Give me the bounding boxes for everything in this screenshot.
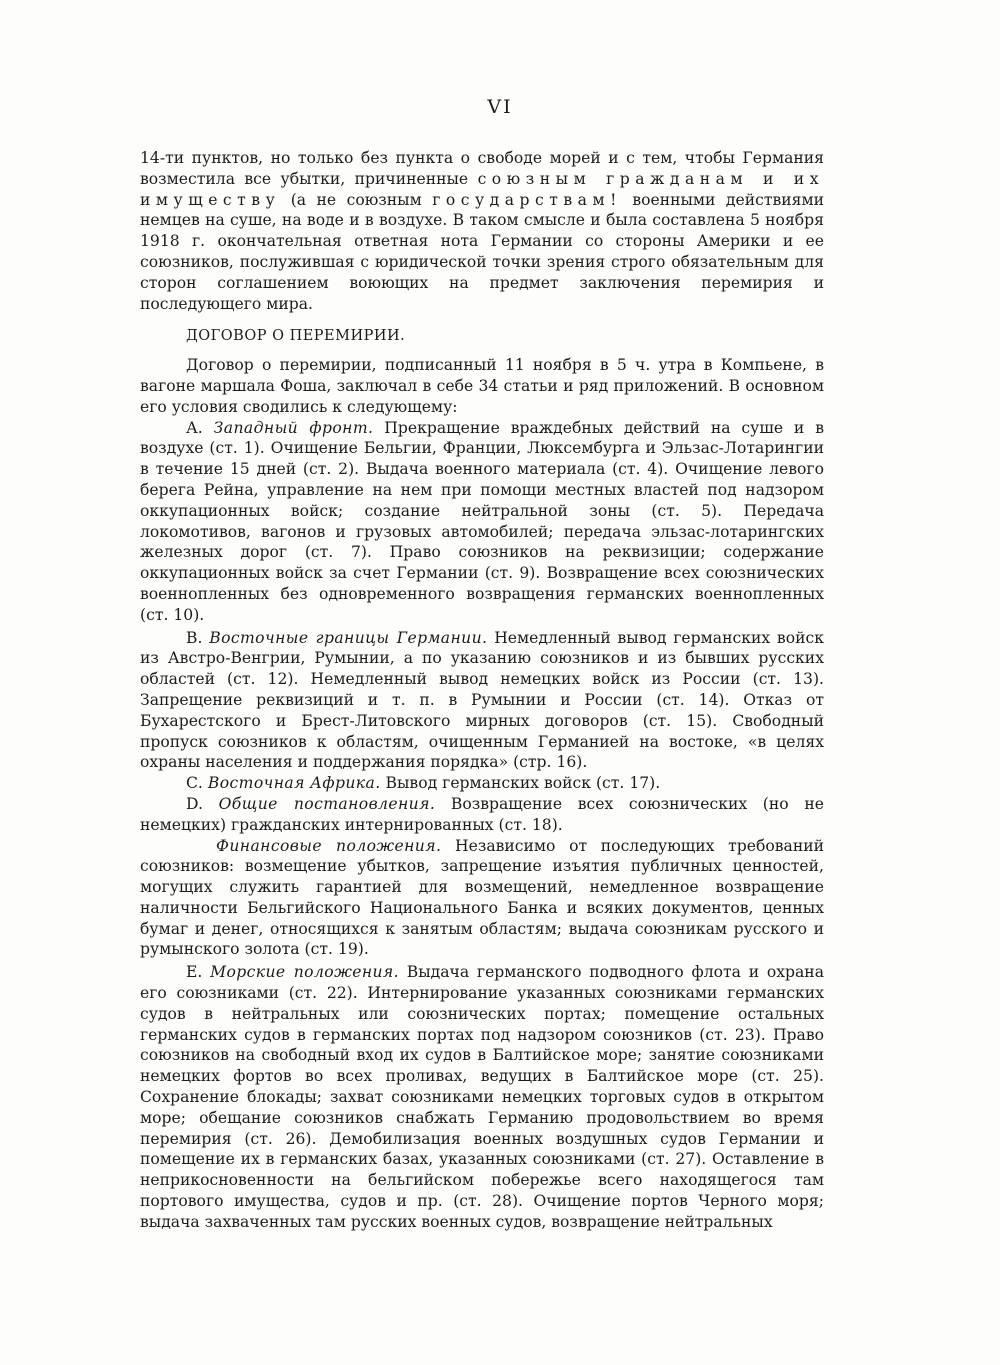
- section-d: [140, 794, 824, 836]
- section-a-text: Прекращение враждебных действий на суше и в воздухе (ст. 1). Очищение Бельгии, Франции, Люксембурга и Эльзас-Лотарингии в течение 15 дней (ст. 2). Выдача военного материала (ст. 4). Очищение левого берега Рейна, управление на нем при помощи местных властей под надзором оккупационных войск; создание нейтральной зоны (ст. 5). Передача локомотивов, вагонов и грузовых автомобилей; передача эльзас-лотарингских железных дорог (ст. 7). Право союзников на реквизиции; содержание оккупационных войск за счет Германии (ст. 9). Возвращение всех союзнических военнопленных без одновременного возвращения германских военнопленных (ст. 10).: [140, 418, 824, 624]
- section-e-text: Выдача германского подводного флота и охрана его союзниками (ст. 22). Интернирование указанных союзниками германских судов в нейтральных или союзнических портах; помещение остальных германских судов в германских портах под надзором союзников (ст. 23). Право союзников на свободный вход их судов в Балтийское море; занятие союзниками немецких фортов во всех проливах, ведущих в Балтийское море (ст. 25). Сохранение блокады; захват союзниками немецких торговых судов в открытом море; обещание союзников снабжать Германию продовольствием во время перемирия (ст. 26). Демобилизация военных воздушных судов Германии и помещение их в германских базах, указанных союзниками (ст. 27). Оставление в неприкосновенности на бельгийском побережье всего находящегося там портового имущества, судов и пр. (ст. 28). Очищение портов Черного моря; выдача захваченных там русских военных судов, возвращение нейтральных: [140, 963, 825, 1231]
- intro-emphasis-1: союзным гражданам и их имуществу: [140, 169, 824, 209]
- section-financial-text: Независимо от последующих требований союзников: возмещение убытков, запрещение изъятия публичных ценностей, могущих служить гарантией для возмещений, немедленное возвращение наличности Бельгийского Национального Банка и всяких документов, ценных бумаг и денег, относящихся к занятым областям; выдача союзникам русского и румынского золота (ст. 19).: [140, 836, 825, 959]
- intro-text-1: 14-ти пунктов, но только без пункта о свободе морей и с тем, чтобы Германия возместила все убытки, причиненные: [140, 149, 824, 188]
- section-c-letter: С.: [186, 774, 203, 793]
- section-e-letter: Е.: [186, 963, 203, 982]
- lead-paragraph: Договор о перемирии, подписанный 11 ноября в 5 ч. утра в Компьене, в вагоне маршала Фоша, заключал в себе 34 статьи и ряд приложений. В основном его условия сводились к следующему:: [140, 356, 824, 416]
- section-financial-title: Финансовые положения.: [216, 836, 442, 855]
- section-d-text: Возвращение всех союзнических (но не немецких) гражданских интернированных (ст. 18).: [140, 794, 824, 834]
- section-a-title: Западный фронт.: [213, 418, 374, 437]
- section-d-title: Общие постановления.: [218, 794, 436, 813]
- section-b-text: Немедленный вывод германских войск из Австро-Венгрии, Румынии, а по указанию союзников и из бывших русских областей (ст. 12). Немедленный вывод немецких войск из России (ст. 13). Запрещение реквизиций и т. п. в Румынии и России (ст. 14). Отказ от Бухарестского и Брест-Литовского мирных договоров (ст. 15). Свободный пропуск союзников к областям, очищенным Германией на востоке, «в целях охраны населения и поддержания порядка» (стр. 16).: [140, 628, 824, 772]
- intro-text-3: военными действиями немцев на суше, на воде и в воздухе. В таком смысле и была составлена 5 ноября 1918 г. окончательная ответная нота Германии со стороны Америки и ее союзников, послужившая с юридической точки зрения строго обязательным для сторон соглашением воюющих на предмет заключения перемирия и последующего мира.: [140, 190, 824, 313]
- section-financial: [140, 836, 824, 961]
- section-e-title: Морские положения.: [210, 963, 400, 982]
- section-c: [140, 773, 824, 794]
- body-text: [140, 148, 824, 1233]
- section-heading: ДОГОВОР О ПЕРЕМИРИИ.: [186, 328, 406, 345]
- section-a: [140, 418, 824, 626]
- intro-emphasis-2: государствам!: [432, 190, 622, 209]
- section-e: [140, 962, 824, 1232]
- page-number: VI: [487, 96, 513, 118]
- section-a-letter: А.: [186, 418, 203, 437]
- section-b: [140, 628, 824, 774]
- section-c-title: Восточная Африка.: [207, 774, 381, 793]
- intro-paragraph: [140, 148, 824, 314]
- section-b-letter: В.: [186, 628, 203, 647]
- section-d-letter: D.: [186, 794, 203, 813]
- intro-text-2: (а не союзным: [280, 190, 433, 209]
- section-c-text: Вывод германских войск (ст. 17).: [385, 774, 661, 793]
- section-b-title: Восточные границы Германии.: [209, 628, 488, 647]
